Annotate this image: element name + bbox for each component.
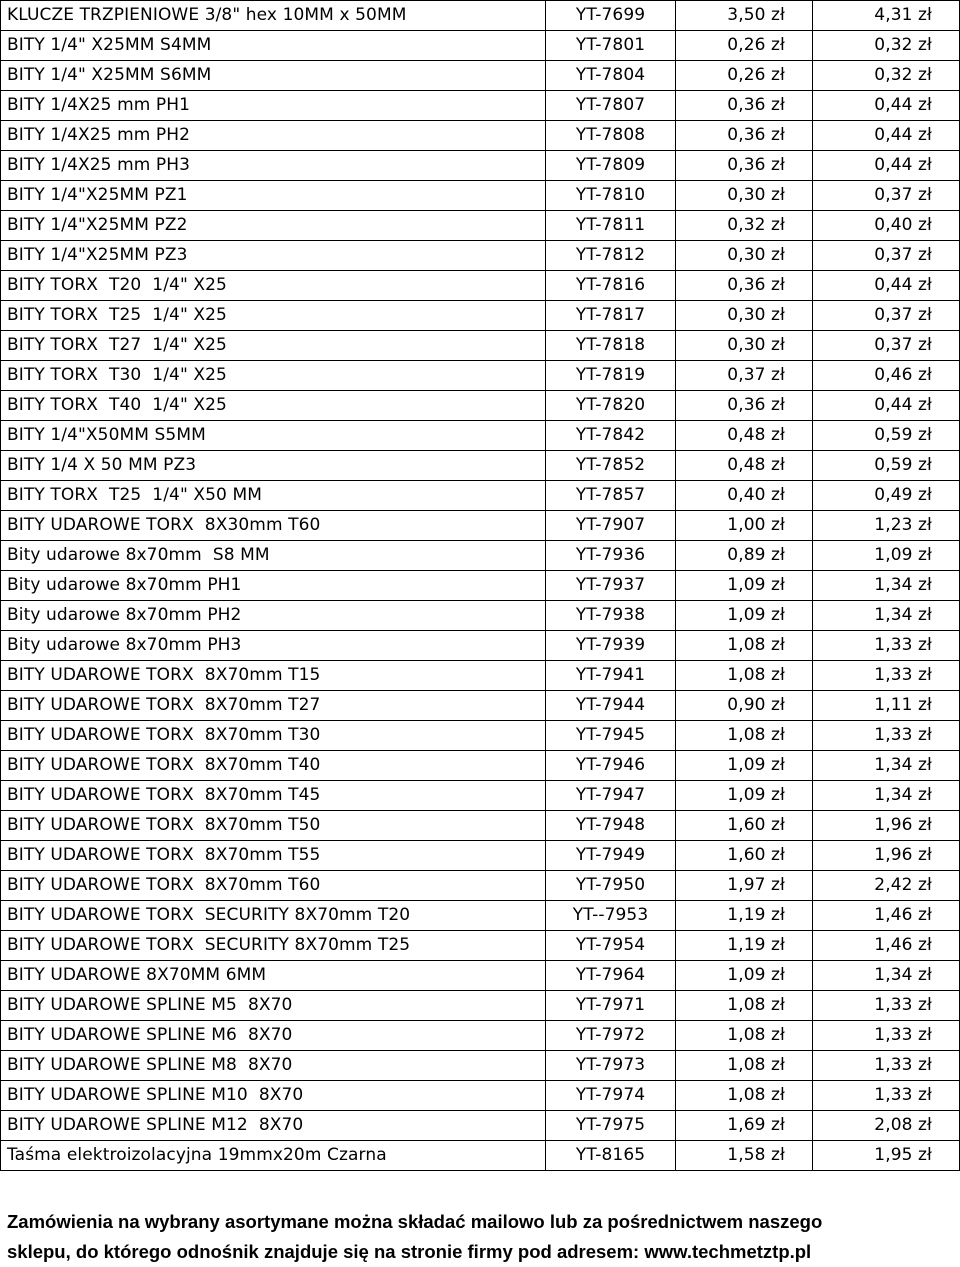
net-price-cell: 0,32 zł [676, 211, 813, 241]
product-code-cell: YT-7810 [546, 181, 676, 211]
product-name-cell: BITY UDAROWE TORX 8X70mm T45 [1, 781, 546, 811]
product-name-cell: BITY UDAROWE TORX 8X70mm T40 [1, 751, 546, 781]
price-table-body [1, 1, 960, 1171]
net-price-cell: 0,37 zł [676, 361, 813, 391]
product-name-cell: BITY TORX T30 1/4" X25 [1, 361, 546, 391]
product-code-cell: YT-7804 [546, 61, 676, 91]
net-price-cell: 1,08 zł [676, 1051, 813, 1081]
gross-price-cell: 2,42 zł [813, 871, 960, 901]
net-price-cell: 1,08 zł [676, 661, 813, 691]
net-price-cell: 0,36 zł [676, 121, 813, 151]
net-price-cell: 0,36 zł [676, 91, 813, 121]
product-code-cell: YT-7817 [546, 301, 676, 331]
table-row [1, 1081, 960, 1111]
net-price-cell: 1,00 zł [676, 511, 813, 541]
product-code-cell: YT-7938 [546, 601, 676, 631]
table-row [1, 781, 960, 811]
product-code-cell: YT-7820 [546, 391, 676, 421]
product-code-cell: YT-7818 [546, 331, 676, 361]
table-row [1, 481, 960, 511]
product-code-cell: YT-7816 [546, 271, 676, 301]
product-code-cell: YT-7807 [546, 91, 676, 121]
net-price-cell: 0,48 zł [676, 421, 813, 451]
gross-price-cell: 0,37 zł [813, 301, 960, 331]
footer-line-2: sklepu, do którego odnośnik znajduje się na stronie firmy pod adresem: www.techmetztp.pl [7, 1241, 812, 1262]
product-name-cell: BITY 1/4X25 mm PH1 [1, 91, 546, 121]
product-name-cell: BITY 1/4"X25MM PZ2 [1, 211, 546, 241]
product-code-cell: YT-7949 [546, 841, 676, 871]
table-row [1, 691, 960, 721]
product-name-cell: BITY UDAROWE TORX SECURITY 8X70mm T25 [1, 931, 546, 961]
net-price-cell: 0,90 zł [676, 691, 813, 721]
net-price-cell: 1,58 zł [676, 1141, 813, 1171]
net-price-cell: 0,48 zł [676, 451, 813, 481]
product-name-cell: BITY UDAROWE TORX 8X30mm T60 [1, 511, 546, 541]
table-row [1, 511, 960, 541]
product-name-cell: BITY TORX T25 1/4" X50 MM [1, 481, 546, 511]
gross-price-cell: 1,33 zł [813, 1021, 960, 1051]
table-row [1, 181, 960, 211]
gross-price-cell: 0,32 zł [813, 61, 960, 91]
product-name-cell: BITY UDAROWE SPLINE M5 8X70 [1, 991, 546, 1021]
net-price-cell: 0,36 zł [676, 391, 813, 421]
product-code-cell: YT-7945 [546, 721, 676, 751]
product-name-cell: BITY TORX T25 1/4" X25 [1, 301, 546, 331]
table-row [1, 331, 960, 361]
net-price-cell: 1,08 zł [676, 721, 813, 751]
table-row [1, 421, 960, 451]
product-code-cell: YT-7842 [546, 421, 676, 451]
product-code-cell: YT-7944 [546, 691, 676, 721]
product-name-cell: BITY 1/4 X 50 MM PZ3 [1, 451, 546, 481]
product-code-cell: YT-7950 [546, 871, 676, 901]
table-row [1, 121, 960, 151]
product-code-cell: YT-7973 [546, 1051, 676, 1081]
product-name-cell: BITY 1/4" X25MM S6MM [1, 61, 546, 91]
table-row [1, 61, 960, 91]
table-row [1, 541, 960, 571]
net-price-cell: 0,26 zł [676, 31, 813, 61]
product-code-cell: YT-7974 [546, 1081, 676, 1111]
net-price-cell: 1,09 zł [676, 601, 813, 631]
product-name-cell: BITY 1/4X25 mm PH3 [1, 151, 546, 181]
net-price-cell: 1,08 zł [676, 991, 813, 1021]
product-code-cell: YT-7946 [546, 751, 676, 781]
product-name-cell: BITY UDAROWE 8X70MM 6MM [1, 961, 546, 991]
gross-price-cell: 1,33 zł [813, 991, 960, 1021]
gross-price-cell: 0,44 zł [813, 271, 960, 301]
product-name-cell: BITY UDAROWE TORX 8X70mm T30 [1, 721, 546, 751]
footer-line-1: Zamówienia na wybrany asortymane można składać mailowo lub za pośrednictwem naszego [7, 1211, 823, 1232]
gross-price-cell: 0,59 zł [813, 451, 960, 481]
product-code-cell: YT-7809 [546, 151, 676, 181]
net-price-cell: 0,30 zł [676, 301, 813, 331]
product-name-cell: BITY UDAROWE TORX 8X70mm T60 [1, 871, 546, 901]
gross-price-cell: 0,59 zł [813, 421, 960, 451]
product-code-cell: YT-7936 [546, 541, 676, 571]
gross-price-cell: 1,34 zł [813, 781, 960, 811]
order-info-footer [7, 1207, 957, 1267]
gross-price-cell: 0,44 zł [813, 121, 960, 151]
table-row [1, 1051, 960, 1081]
table-row [1, 151, 960, 181]
table-row [1, 1141, 960, 1171]
product-name-cell: BITY UDAROWE TORX 8X70mm T27 [1, 691, 546, 721]
table-row [1, 301, 960, 331]
gross-price-cell: 0,44 zł [813, 91, 960, 121]
product-code-cell: YT-7812 [546, 241, 676, 271]
product-code-cell: YT-7852 [546, 451, 676, 481]
product-name-cell: Bity udarowe 8x70mm PH1 [1, 571, 546, 601]
gross-price-cell: 1,23 zł [813, 511, 960, 541]
product-code-cell: YT-7947 [546, 781, 676, 811]
gross-price-cell: 1,33 zł [813, 721, 960, 751]
net-price-cell: 3,50 zł [676, 1, 813, 31]
gross-price-cell: 1,46 zł [813, 931, 960, 961]
table-row [1, 811, 960, 841]
table-row [1, 241, 960, 271]
product-code-cell: YT-7972 [546, 1021, 676, 1051]
table-row [1, 1111, 960, 1141]
net-price-cell: 1,60 zł [676, 841, 813, 871]
gross-price-cell: 0,44 zł [813, 151, 960, 181]
gross-price-cell: 0,44 zł [813, 391, 960, 421]
gross-price-cell: 1,34 zł [813, 571, 960, 601]
table-row [1, 451, 960, 481]
product-name-cell: BITY 1/4"X50MM S5MM [1, 421, 546, 451]
product-code-cell: YT--7953 [546, 901, 676, 931]
product-name-cell: Taśma elektroizolacyjna 19mmx20m Czarna [1, 1141, 546, 1171]
net-price-cell: 1,09 zł [676, 781, 813, 811]
net-price-cell: 1,19 zł [676, 931, 813, 961]
table-row [1, 1021, 960, 1051]
table-row [1, 991, 960, 1021]
net-price-cell: 1,69 zł [676, 1111, 813, 1141]
table-row [1, 211, 960, 241]
table-row [1, 1, 960, 31]
table-row [1, 91, 960, 121]
gross-price-cell: 1,95 zł [813, 1141, 960, 1171]
table-row [1, 841, 960, 871]
product-name-cell: BITY UDAROWE SPLINE M8 8X70 [1, 1051, 546, 1081]
product-name-cell: Bity udarowe 8x70mm PH2 [1, 601, 546, 631]
product-code-cell: YT-7975 [546, 1111, 676, 1141]
product-name-cell: BITY TORX T40 1/4" X25 [1, 391, 546, 421]
product-name-cell: BITY UDAROWE TORX 8X70mm T55 [1, 841, 546, 871]
table-row [1, 631, 960, 661]
product-name-cell: BITY UDAROWE TORX 8X70mm T50 [1, 811, 546, 841]
net-price-cell: 0,40 zł [676, 481, 813, 511]
product-name-cell: BITY 1/4"X25MM PZ1 [1, 181, 546, 211]
net-price-cell: 1,97 zł [676, 871, 813, 901]
product-code-cell: YT-7907 [546, 511, 676, 541]
product-code-cell: YT-7937 [546, 571, 676, 601]
product-name-cell: BITY UDAROWE TORX 8X70mm T15 [1, 661, 546, 691]
net-price-cell: 0,36 zł [676, 151, 813, 181]
product-name-cell: KLUCZE TRZPIENIOWE 3/8" hex 10MM x 50MM [1, 1, 546, 31]
net-price-cell: 1,08 zł [676, 1081, 813, 1111]
gross-price-cell: 1,33 zł [813, 661, 960, 691]
table-row [1, 721, 960, 751]
gross-price-cell: 0,37 zł [813, 181, 960, 211]
gross-price-cell: 1,34 zł [813, 751, 960, 781]
net-price-cell: 1,09 zł [676, 961, 813, 991]
table-row [1, 751, 960, 781]
net-price-cell: 1,09 zł [676, 571, 813, 601]
gross-price-cell: 1,33 zł [813, 1081, 960, 1111]
product-name-cell: BITY UDAROWE SPLINE M10 8X70 [1, 1081, 546, 1111]
net-price-cell: 1,09 zł [676, 751, 813, 781]
net-price-cell: 1,19 zł [676, 901, 813, 931]
table-row [1, 661, 960, 691]
net-price-cell: 1,08 zł [676, 631, 813, 661]
product-name-cell: BITY UDAROWE SPLINE M12 8X70 [1, 1111, 546, 1141]
product-name-cell: Bity udarowe 8x70mm PH3 [1, 631, 546, 661]
product-code-cell: YT-7939 [546, 631, 676, 661]
product-code-cell: YT-7954 [546, 931, 676, 961]
gross-price-cell: 1,96 zł [813, 841, 960, 871]
product-name-cell: BITY TORX T27 1/4" X25 [1, 331, 546, 361]
product-code-cell: YT-7801 [546, 31, 676, 61]
product-code-cell: YT-7941 [546, 661, 676, 691]
product-code-cell: YT-7808 [546, 121, 676, 151]
net-price-cell: 0,30 zł [676, 181, 813, 211]
net-price-cell: 0,30 zł [676, 241, 813, 271]
table-row [1, 901, 960, 931]
table-row [1, 31, 960, 61]
product-code-cell: YT-7699 [546, 1, 676, 31]
product-code-cell: YT-7948 [546, 811, 676, 841]
gross-price-cell: 1,33 zł [813, 1051, 960, 1081]
net-price-cell: 0,36 zł [676, 271, 813, 301]
table-row [1, 931, 960, 961]
table-row [1, 361, 960, 391]
net-price-cell: 0,89 zł [676, 541, 813, 571]
table-row [1, 391, 960, 421]
product-name-cell: BITY UDAROWE TORX SECURITY 8X70mm T20 [1, 901, 546, 931]
gross-price-cell: 1,96 zł [813, 811, 960, 841]
table-row [1, 961, 960, 991]
gross-price-cell: 0,32 zł [813, 31, 960, 61]
net-price-cell: 0,26 zł [676, 61, 813, 91]
product-name-cell: Bity udarowe 8x70mm S8 MM [1, 541, 546, 571]
gross-price-cell: 2,08 zł [813, 1111, 960, 1141]
net-price-cell: 0,30 zł [676, 331, 813, 361]
product-code-cell: YT-7971 [546, 991, 676, 1021]
product-name-cell: BITY 1/4" X25MM S4MM [1, 31, 546, 61]
gross-price-cell: 1,09 zł [813, 541, 960, 571]
gross-price-cell: 0,37 zł [813, 331, 960, 361]
product-name-cell: BITY 1/4"X25MM PZ3 [1, 241, 546, 271]
product-code-cell: YT-8165 [546, 1141, 676, 1171]
product-name-cell: BITY TORX T20 1/4" X25 [1, 271, 546, 301]
product-name-cell: BITY UDAROWE SPLINE M6 8X70 [1, 1021, 546, 1051]
product-name-cell: BITY 1/4X25 mm PH2 [1, 121, 546, 151]
gross-price-cell: 4,31 zł [813, 1, 960, 31]
net-price-cell: 1,60 zł [676, 811, 813, 841]
table-row [1, 571, 960, 601]
net-price-cell: 1,08 zł [676, 1021, 813, 1051]
product-code-cell: YT-7964 [546, 961, 676, 991]
table-row [1, 601, 960, 631]
gross-price-cell: 1,46 zł [813, 901, 960, 931]
table-row [1, 271, 960, 301]
gross-price-cell: 0,49 zł [813, 481, 960, 511]
product-code-cell: YT-7857 [546, 481, 676, 511]
gross-price-cell: 1,33 zł [813, 631, 960, 661]
table-row [1, 871, 960, 901]
gross-price-cell: 1,11 zł [813, 691, 960, 721]
gross-price-cell: 1,34 zł [813, 601, 960, 631]
gross-price-cell: 0,40 zł [813, 211, 960, 241]
gross-price-cell: 0,37 zł [813, 241, 960, 271]
product-code-cell: YT-7819 [546, 361, 676, 391]
gross-price-cell: 0,46 zł [813, 361, 960, 391]
gross-price-cell: 1,34 zł [813, 961, 960, 991]
product-code-cell: YT-7811 [546, 211, 676, 241]
